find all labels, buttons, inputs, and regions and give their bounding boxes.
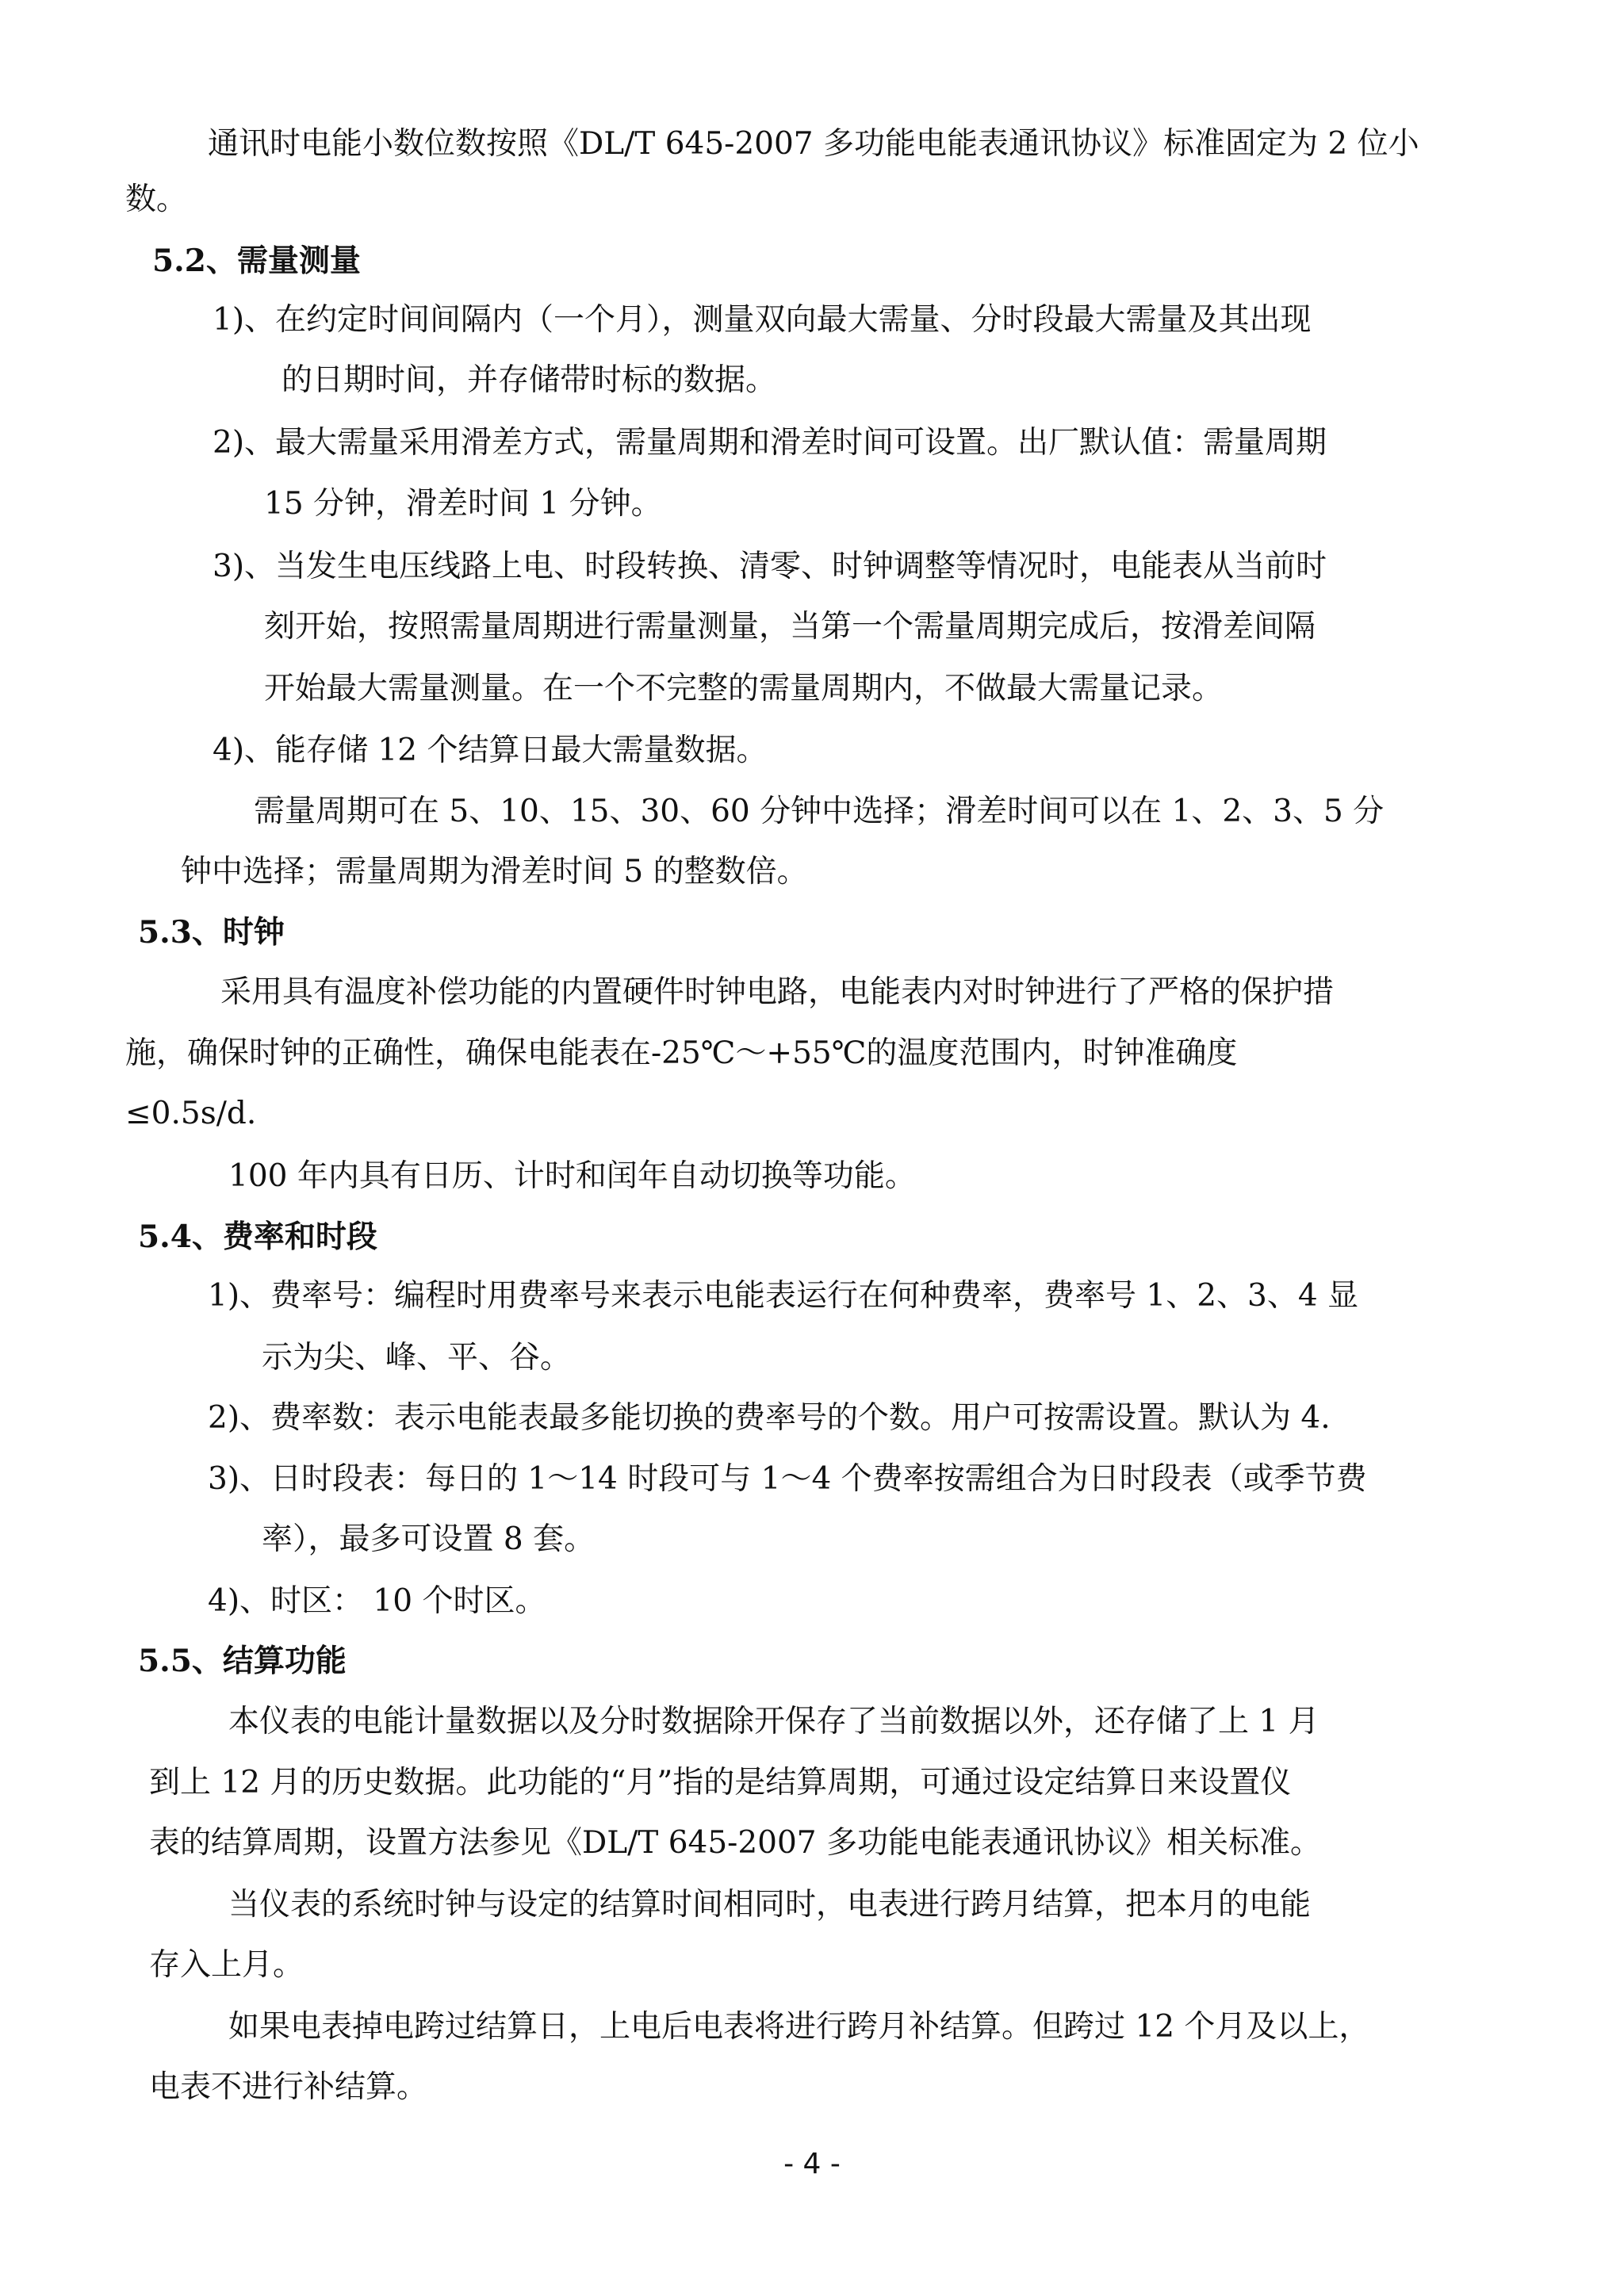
section-5-4-item-1-line-2: 示为尖、峰、平、谷。 <box>262 1340 572 1376</box>
section-5-3-para-1-line-1: 采用具有温度补偿功能的内置硬件时钟电路，电能表内对时钟进行了严格的保护措 <box>220 974 1335 1010</box>
section-5-2-item-3-line-3: 开始最大需量测量。在一个不完整的需量周期内，不做最大需量记录。 <box>264 671 1224 706</box>
section-5-4-item-4-line-1: 4)、时区： 10 个时区。 <box>208 1583 546 1619</box>
section-5-4-item-3-line-1: 3)、日时段表：每日的 1～14 时段可与 1～4 个费率按需组合为日时段表（或季节费 <box>208 1461 1367 1497</box>
section-5-5-para-3-line-2: 电表不进行补结算。 <box>149 2069 428 2105</box>
section-5-3-para-1-line-2: 施，确保时钟的正确性，确保电能表在-25℃～+55℃的温度范围内，时钟准确度 <box>125 1035 1238 1071</box>
section-5-5-para-2-line-1: 当仪表的系统时钟与设定的结算时间相同时，电表进行跨月结算，把本月的电能 <box>228 1887 1312 1923</box>
section-5-3-para-2-line-1: 100 年内具有日历、计时和闰年自动切换等功能。 <box>228 1158 916 1194</box>
section-5-3-para-1-line-3: ≤0.5s/d. <box>125 1096 257 1131</box>
section-5-2-item-4-line-1: 4)、能存储 12 个结算日最大需量数据。 <box>213 733 768 768</box>
section-5-5-para-3-line-1: 如果电表掉电跨过结算日，上电后电表将进行跨月补结算。但跨过 12 个月及以上， <box>228 2009 1370 2045</box>
section-5-3-heading: 5.3、时钟 <box>138 914 285 951</box>
section-5-2-item-1-line-1: 1)、在约定时间间隔内（一个月），测量双向最大需量、分时段最大需量及其出现 <box>213 302 1312 338</box>
intro-line-2: 数。 <box>125 182 188 217</box>
section-5-4-item-2-line-1: 2)、费率数：表示电能表最多能切换的费率号的个数。用户可按需设置。默认为 4. <box>208 1400 1331 1436</box>
section-5-4-heading: 5.4、费率和时段 <box>138 1219 377 1255</box>
section-5-2-heading: 5.2、需量测量 <box>152 243 361 279</box>
section-5-2-item-3-line-1: 3)、当发生电压线路上电、时段转换、清零、时钟调整等情况时，电能表从当前时 <box>213 549 1327 584</box>
section-5-5-para-2-line-2: 存入上月。 <box>149 1947 304 1983</box>
section-5-4-item-1-line-1: 1)、费率号：编程时用费率号来表示电能表运行在何种费率，费率号 1、2、3、4 显 <box>208 1278 1359 1314</box>
section-5-4-item-3-line-2: 率），最多可设置 8 套。 <box>262 1521 596 1557</box>
section-5-5-para-1-line-1: 本仪表的电能计量数据以及分时数据除开保存了当前数据以外，还存储了上 1 月 <box>228 1704 1320 1739</box>
section-5-2-item-2-line-1: 2)、最大需量采用滑差方式，需量周期和滑差时间可设置。出厂默认值：需量周期 <box>213 425 1327 461</box>
section-5-2-item-1-line-2: 的日期时间，并存储带时标的数据。 <box>282 362 777 398</box>
section-5-5-para-1-line-2: 到上 12 月的历史数据。此功能的“月”指的是结算周期，可通过设定结算日来设置仪 <box>149 1765 1292 1800</box>
page-number: - 4 - <box>783 2148 841 2180</box>
section-5-5-heading: 5.5、结算功能 <box>138 1643 347 1679</box>
section-5-2-note-line-1: 需量周期可在 5、10、15、30、60 分钟中选择；滑差时间可以在 1、2、3、5 分 <box>254 794 1385 829</box>
section-5-2-note-line-2: 钟中选择；需量周期为滑差时间 5 的整数倍。 <box>181 854 808 890</box>
section-5-2-item-2-line-2: 15 分钟，滑差时间 1 分钟。 <box>264 486 662 522</box>
section-5-2-item-3-line-2: 刻开始，按照需量周期进行需量测量，当第一个需量周期完成后，按滑差间隔 <box>264 609 1316 645</box>
section-5-5-para-1-line-3: 表的结算周期，设置方法参见《DL/T 645-2007 多功能电能表通讯协议》相关标准。 <box>149 1825 1321 1861</box>
intro-line-1: 通讯时电能小数位数按照《DL/T 645-2007 多功能电能表通讯协议》标准固定为 2 位小 <box>208 126 1419 162</box>
